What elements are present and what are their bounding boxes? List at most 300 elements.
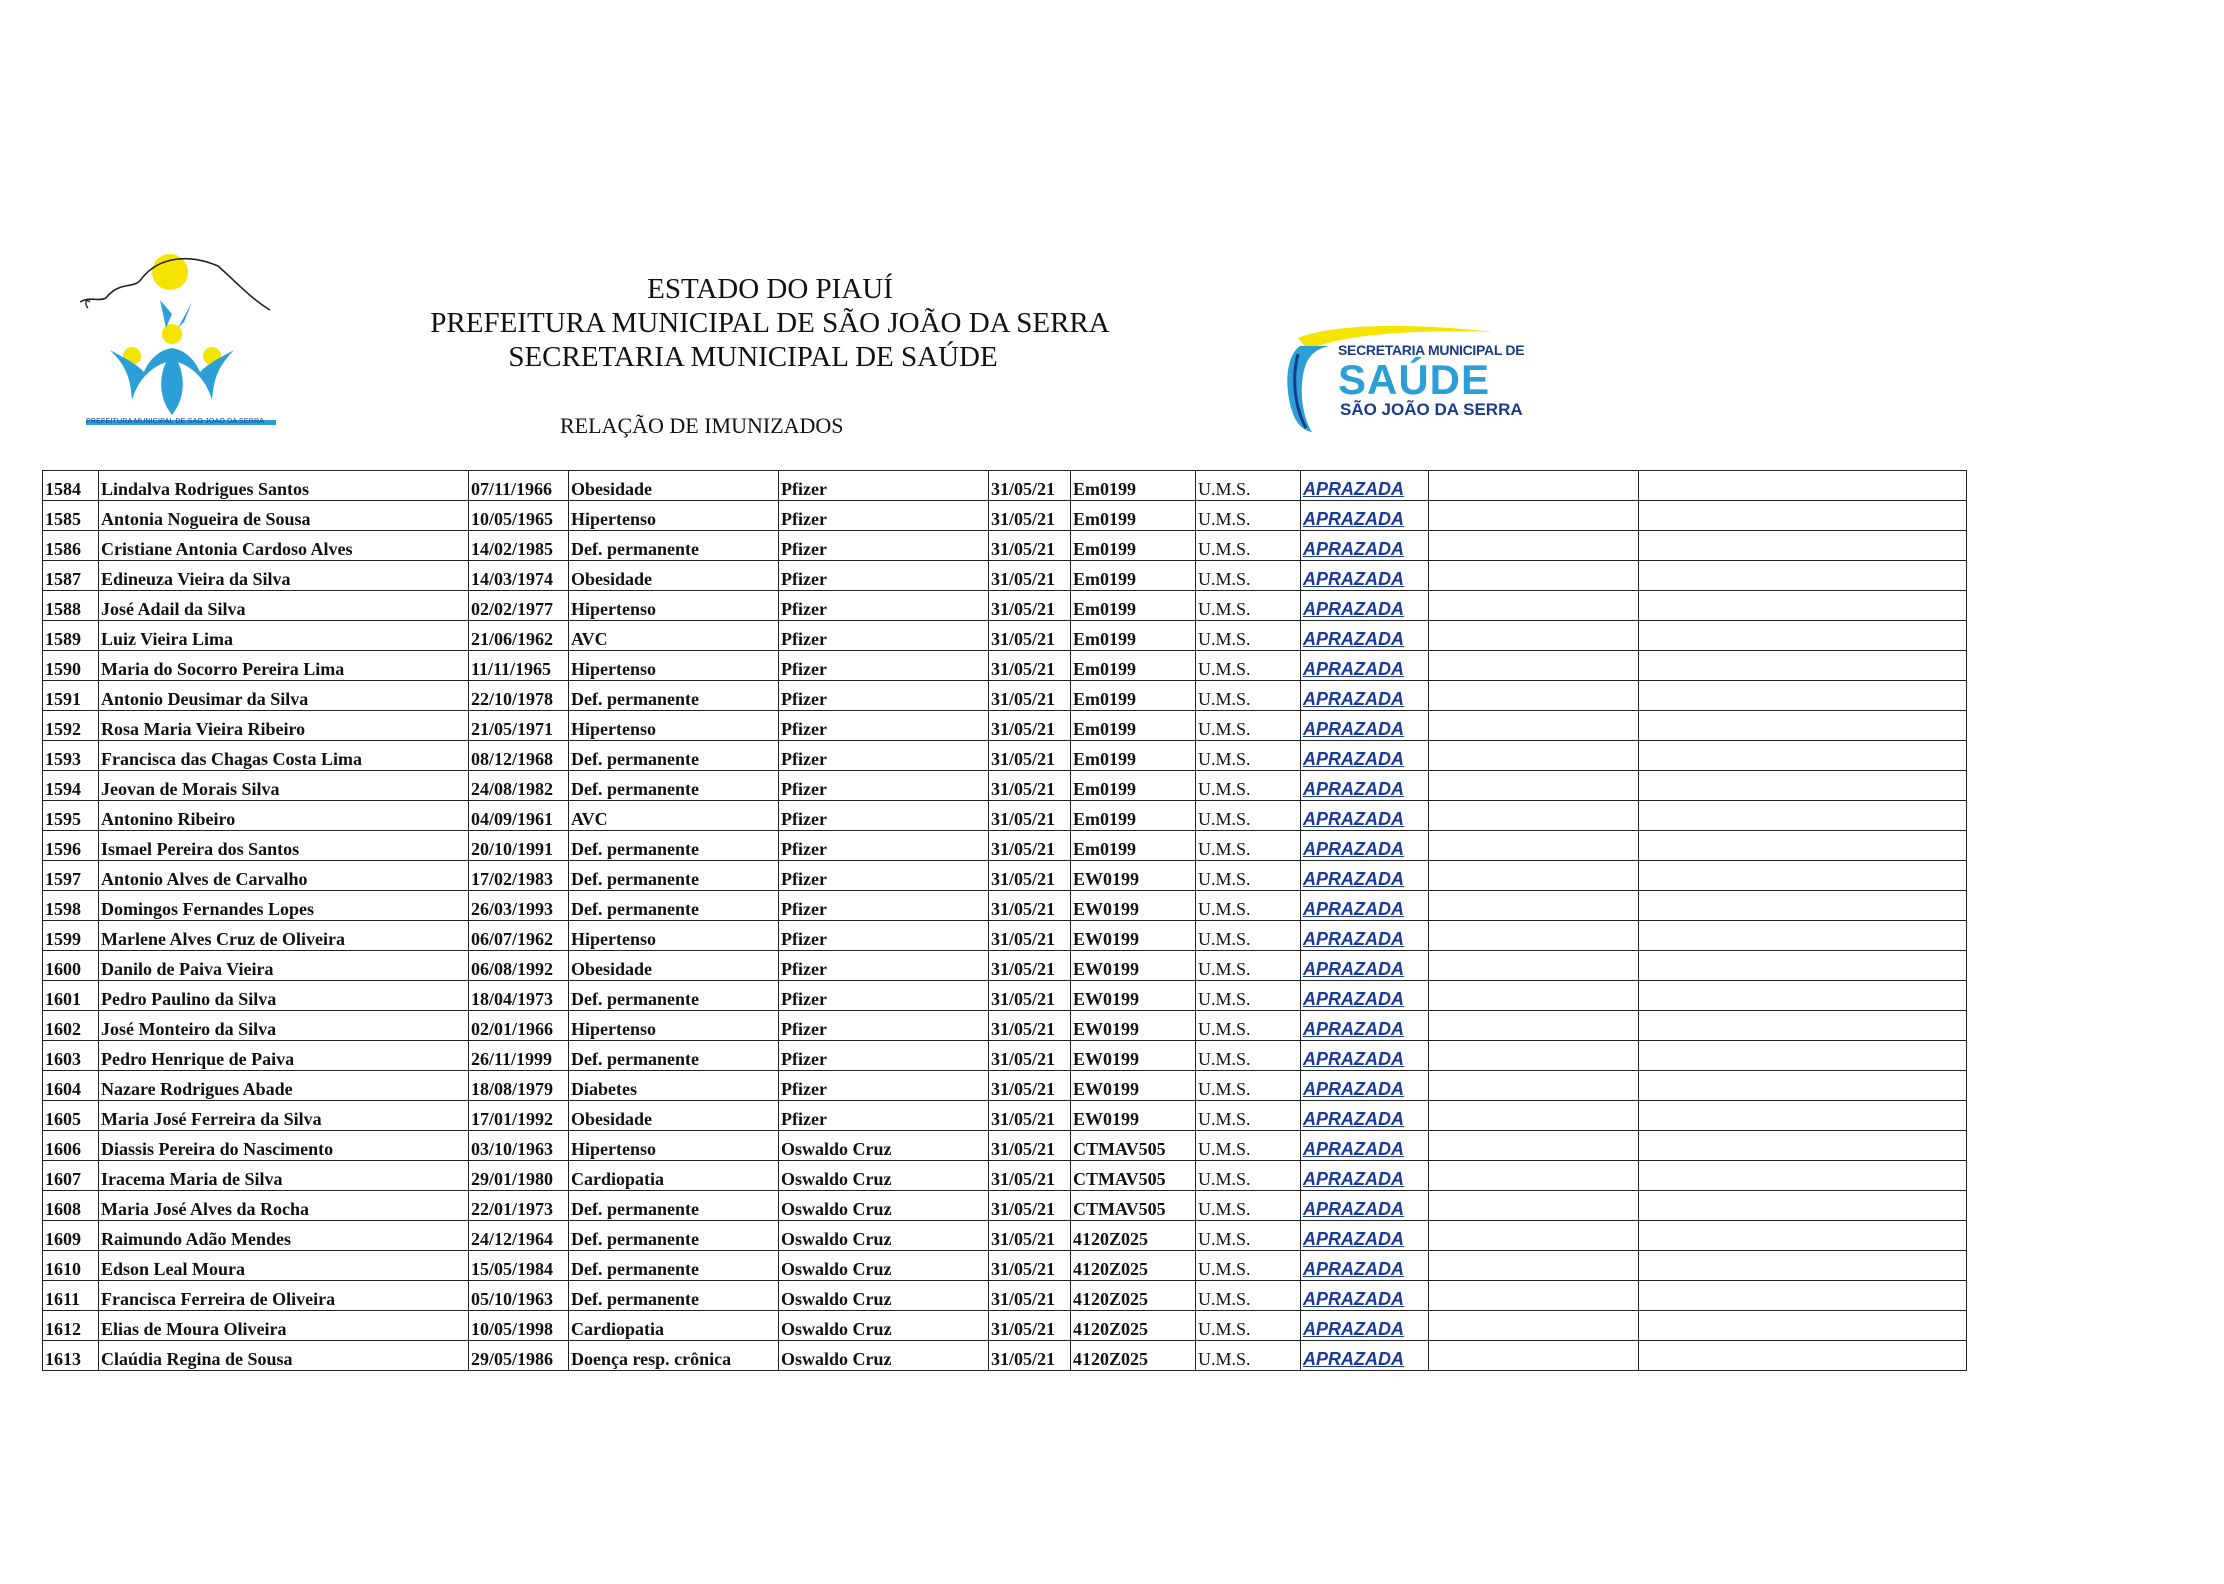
vaccination-date-cell: 31/05/21 — [989, 561, 1071, 591]
lot-cell: 4120Z025 — [1071, 1281, 1196, 1311]
condition-cell: Def. permanente — [569, 861, 779, 891]
row-number-cell: 1584 — [43, 471, 99, 501]
vaccine-cell: Pfizer — [779, 861, 989, 891]
empty-cell — [1639, 951, 1967, 981]
location-cell: U.M.S. — [1196, 891, 1301, 921]
vaccine-cell: Oswaldo Cruz — [779, 1341, 989, 1371]
empty-cell — [1429, 561, 1639, 591]
status-cell: APRAZADA — [1301, 531, 1429, 561]
condition-cell: Def. permanente — [569, 1281, 779, 1311]
location-cell: U.M.S. — [1196, 501, 1301, 531]
empty-cell — [1429, 1071, 1639, 1101]
row-number-cell: 1609 — [43, 1221, 99, 1251]
empty-cell — [1429, 831, 1639, 861]
condition-cell: Def. permanente — [569, 531, 779, 561]
row-number-cell: 1589 — [43, 621, 99, 651]
birthdate-cell: 22/10/1978 — [469, 681, 569, 711]
status-cell: APRAZADA — [1301, 1281, 1429, 1311]
lot-cell: Em0199 — [1071, 531, 1196, 561]
vaccine-cell: Pfizer — [779, 591, 989, 621]
location-cell: U.M.S. — [1196, 951, 1301, 981]
location-cell: U.M.S. — [1196, 801, 1301, 831]
empty-cell — [1429, 1101, 1639, 1131]
status-cell: APRAZADA — [1301, 591, 1429, 621]
state-title: ESTADO DO PIAUÍ — [647, 273, 893, 305]
row-number-cell: 1605 — [43, 1101, 99, 1131]
birthdate-cell: 06/08/1992 — [469, 951, 569, 981]
condition-cell: Def. permanente — [569, 1191, 779, 1221]
empty-cell — [1639, 831, 1967, 861]
empty-cell — [1639, 1011, 1967, 1041]
row-number-cell: 1604 — [43, 1071, 99, 1101]
condition-cell: Obesidade — [569, 471, 779, 501]
empty-cell — [1429, 1221, 1639, 1251]
vaccine-cell: Pfizer — [779, 531, 989, 561]
birthdate-cell: 08/12/1968 — [469, 741, 569, 771]
vaccination-date-cell: 31/05/21 — [989, 921, 1071, 951]
empty-cell — [1429, 1281, 1639, 1311]
status-cell: APRAZADA — [1301, 951, 1429, 981]
vaccine-cell: Pfizer — [779, 1011, 989, 1041]
status-cell: APRAZADA — [1301, 1131, 1429, 1161]
lot-cell: Em0199 — [1071, 741, 1196, 771]
name-cell: Antonio Deusimar da Silva — [99, 681, 469, 711]
vaccination-date-cell: 31/05/21 — [989, 981, 1071, 1011]
table-row — [43, 501, 1967, 531]
vaccine-cell: Pfizer — [779, 621, 989, 651]
document-header — [330, 272, 1210, 374]
name-cell: Maria José Alves da Rocha — [99, 1191, 469, 1221]
birthdate-cell: 05/10/1963 — [469, 1281, 569, 1311]
condition-cell: Diabetes — [569, 1071, 779, 1101]
vaccine-cell: Pfizer — [779, 801, 989, 831]
location-cell: U.M.S. — [1196, 1221, 1301, 1251]
condition-cell: Cardiopatia — [569, 1161, 779, 1191]
row-number-cell: 1595 — [43, 801, 99, 831]
empty-cell — [1639, 591, 1967, 621]
imunizados-table — [42, 470, 1967, 1371]
birthdate-cell: 02/01/1966 — [469, 1011, 569, 1041]
location-cell: U.M.S. — [1196, 861, 1301, 891]
name-cell: Maria José Ferreira da Silva — [99, 1101, 469, 1131]
row-number-cell: 1598 — [43, 891, 99, 921]
location-cell: U.M.S. — [1196, 1341, 1301, 1371]
row-number-cell: 1608 — [43, 1191, 99, 1221]
row-number-cell: 1599 — [43, 921, 99, 951]
prefeitura-logo-caption: PREFEITURA MUNICIPAL DE SÃO JOÃO DA SERRA — [86, 418, 265, 425]
vaccination-date-cell: 31/05/21 — [989, 591, 1071, 621]
status-cell: APRAZADA — [1301, 711, 1429, 741]
lot-cell: CTMAV505 — [1071, 1191, 1196, 1221]
lot-cell: EW0199 — [1071, 1041, 1196, 1071]
empty-cell — [1429, 711, 1639, 741]
status-cell: APRAZADA — [1301, 1041, 1429, 1071]
birthdate-cell: 18/08/1979 — [469, 1071, 569, 1101]
prefeitura-title: PREFEITURA MUNICIPAL DE SÃO JOÃO DA SERRA — [430, 307, 1110, 339]
row-number-cell: 1603 — [43, 1041, 99, 1071]
status-cell: APRAZADA — [1301, 771, 1429, 801]
empty-cell — [1639, 891, 1967, 921]
table-row — [43, 1131, 1967, 1161]
condition-cell: Hipertenso — [569, 1011, 779, 1041]
birthdate-cell: 26/03/1993 — [469, 891, 569, 921]
vaccination-date-cell: 31/05/21 — [989, 771, 1071, 801]
vaccine-cell: Pfizer — [779, 741, 989, 771]
status-cell: APRAZADA — [1301, 1221, 1429, 1251]
location-cell: U.M.S. — [1196, 831, 1301, 861]
empty-cell — [1639, 1281, 1967, 1311]
lot-cell: Em0199 — [1071, 681, 1196, 711]
name-cell: Iracema Maria de Silva — [99, 1161, 469, 1191]
condition-cell: Def. permanente — [569, 771, 779, 801]
status-cell: APRAZADA — [1301, 921, 1429, 951]
empty-cell — [1429, 1311, 1639, 1341]
secretaria-saude-logo — [1278, 316, 1525, 436]
name-cell: Antonino Ribeiro — [99, 801, 469, 831]
birthdate-cell: 21/05/1971 — [469, 711, 569, 741]
location-cell: U.M.S. — [1196, 1041, 1301, 1071]
name-cell: Raimundo Adão Mendes — [99, 1221, 469, 1251]
vaccine-cell: Pfizer — [779, 981, 989, 1011]
birthdate-cell: 03/10/1963 — [469, 1131, 569, 1161]
row-number-cell: 1597 — [43, 861, 99, 891]
vaccine-cell: Oswaldo Cruz — [779, 1191, 989, 1221]
name-cell: Elias de Moura Oliveira — [99, 1311, 469, 1341]
vaccination-date-cell: 31/05/21 — [989, 891, 1071, 921]
location-cell: U.M.S. — [1196, 711, 1301, 741]
row-number-cell: 1612 — [43, 1311, 99, 1341]
location-cell: U.M.S. — [1196, 921, 1301, 951]
birthdate-cell: 04/09/1961 — [469, 801, 569, 831]
status-cell: APRAZADA — [1301, 1251, 1429, 1281]
location-cell: U.M.S. — [1196, 1161, 1301, 1191]
location-cell: U.M.S. — [1196, 591, 1301, 621]
location-cell: U.M.S. — [1196, 1191, 1301, 1221]
empty-cell — [1429, 1011, 1639, 1041]
status-cell: APRAZADA — [1301, 681, 1429, 711]
location-cell: U.M.S. — [1196, 621, 1301, 651]
empty-cell — [1639, 1131, 1967, 1161]
table-row — [43, 1071, 1967, 1101]
lot-cell: 4120Z025 — [1071, 1251, 1196, 1281]
row-number-cell: 1594 — [43, 771, 99, 801]
lot-cell: EW0199 — [1071, 921, 1196, 951]
condition-cell: Def. permanente — [569, 1251, 779, 1281]
table-row — [43, 831, 1967, 861]
condition-cell: Obesidade — [569, 1101, 779, 1131]
condition-cell: Hipertenso — [569, 921, 779, 951]
table-row — [43, 921, 1967, 951]
row-number-cell: 1602 — [43, 1011, 99, 1041]
condition-cell: Hipertenso — [569, 1131, 779, 1161]
status-cell: APRAZADA — [1301, 1101, 1429, 1131]
condition-cell: Hipertenso — [569, 711, 779, 741]
table-body — [43, 471, 1967, 1371]
empty-cell — [1429, 951, 1639, 981]
condition-cell: Def. permanente — [569, 981, 779, 1011]
name-cell: Nazare Rodrigues Abade — [99, 1071, 469, 1101]
status-cell: APRAZADA — [1301, 891, 1429, 921]
table-row — [43, 891, 1967, 921]
vaccine-cell: Pfizer — [779, 501, 989, 531]
empty-cell — [1639, 651, 1967, 681]
location-cell: U.M.S. — [1196, 651, 1301, 681]
empty-cell — [1429, 981, 1639, 1011]
birthdate-cell: 17/01/1992 — [469, 1101, 569, 1131]
name-cell: Edineuza Vieira da Silva — [99, 561, 469, 591]
row-number-cell: 1611 — [43, 1281, 99, 1311]
row-number-cell: 1613 — [43, 1341, 99, 1371]
row-number-cell: 1596 — [43, 831, 99, 861]
vaccine-cell: Oswaldo Cruz — [779, 1221, 989, 1251]
vaccination-date-cell: 31/05/21 — [989, 1251, 1071, 1281]
vaccination-date-cell: 31/05/21 — [989, 1161, 1071, 1191]
row-number-cell: 1587 — [43, 561, 99, 591]
lot-cell: Em0199 — [1071, 651, 1196, 681]
lot-cell: CTMAV505 — [1071, 1161, 1196, 1191]
condition-cell: Def. permanente — [569, 891, 779, 921]
condition-cell: Def. permanente — [569, 1221, 779, 1251]
condition-cell: Hipertenso — [569, 501, 779, 531]
empty-cell — [1639, 1161, 1967, 1191]
lot-cell: Em0199 — [1071, 561, 1196, 591]
empty-cell — [1639, 561, 1967, 591]
vaccine-cell: Pfizer — [779, 951, 989, 981]
table-row — [43, 711, 1967, 741]
name-cell: Antonio Alves de Carvalho — [99, 861, 469, 891]
birthdate-cell: 10/05/1965 — [469, 501, 569, 531]
vaccination-date-cell: 31/05/21 — [989, 1101, 1071, 1131]
row-number-cell: 1592 — [43, 711, 99, 741]
birthdate-cell: 24/12/1964 — [469, 1221, 569, 1251]
table-row — [43, 1191, 1967, 1221]
status-cell: APRAZADA — [1301, 651, 1429, 681]
table-row — [43, 1311, 1967, 1341]
vaccination-date-cell: 31/05/21 — [989, 1071, 1071, 1101]
empty-cell — [1639, 1071, 1967, 1101]
lot-cell: EW0199 — [1071, 861, 1196, 891]
table-row — [43, 1251, 1967, 1281]
birthdate-cell: 26/11/1999 — [469, 1041, 569, 1071]
vaccine-cell: Pfizer — [779, 711, 989, 741]
condition-cell: Def. permanente — [569, 741, 779, 771]
vaccination-date-cell: 31/05/21 — [989, 861, 1071, 891]
name-cell: Domingos Fernandes Lopes — [99, 891, 469, 921]
location-cell: U.M.S. — [1196, 771, 1301, 801]
empty-cell — [1639, 981, 1967, 1011]
status-cell: APRAZADA — [1301, 1341, 1429, 1371]
condition-cell: Obesidade — [569, 561, 779, 591]
lot-cell: EW0199 — [1071, 1071, 1196, 1101]
lot-cell: Em0199 — [1071, 771, 1196, 801]
row-number-cell: 1585 — [43, 501, 99, 531]
vaccination-date-cell: 31/05/21 — [989, 471, 1071, 501]
birthdate-cell: 06/07/1962 — [469, 921, 569, 951]
table-row — [43, 1221, 1967, 1251]
name-cell: Antonia Nogueira de Sousa — [99, 501, 469, 531]
status-cell: APRAZADA — [1301, 1161, 1429, 1191]
empty-cell — [1639, 921, 1967, 951]
prefeitura-logo — [80, 250, 300, 440]
birthdate-cell: 22/01/1973 — [469, 1191, 569, 1221]
empty-cell — [1429, 801, 1639, 831]
status-cell: APRAZADA — [1301, 1011, 1429, 1041]
empty-cell — [1429, 771, 1639, 801]
lot-cell: Em0199 — [1071, 711, 1196, 741]
vaccination-date-cell: 31/05/21 — [989, 831, 1071, 861]
birthdate-cell: 14/02/1985 — [469, 531, 569, 561]
status-cell: APRAZADA — [1301, 1191, 1429, 1221]
empty-cell — [1639, 1251, 1967, 1281]
lot-cell: EW0199 — [1071, 1101, 1196, 1131]
status-cell: APRAZADA — [1301, 741, 1429, 771]
vaccine-cell: Pfizer — [779, 681, 989, 711]
empty-cell — [1429, 741, 1639, 771]
vaccination-date-cell: 31/05/21 — [989, 951, 1071, 981]
empty-cell — [1429, 1041, 1639, 1071]
table-row — [43, 1011, 1967, 1041]
condition-cell: Cardiopatia — [569, 1311, 779, 1341]
empty-cell — [1429, 651, 1639, 681]
empty-cell — [1639, 621, 1967, 651]
lot-cell: 4120Z025 — [1071, 1311, 1196, 1341]
table-row — [43, 561, 1967, 591]
table-row — [43, 801, 1967, 831]
location-cell: U.M.S. — [1196, 1071, 1301, 1101]
birthdate-cell: 20/10/1991 — [469, 831, 569, 861]
empty-cell — [1639, 1041, 1967, 1071]
name-cell: Claúdia Regina de Sousa — [99, 1341, 469, 1371]
vaccination-date-cell: 31/05/21 — [989, 1221, 1071, 1251]
secretaria-logo-line3: SÃO JOÃO DA SERRA — [1340, 400, 1523, 419]
empty-cell — [1639, 741, 1967, 771]
birthdate-cell: 14/03/1974 — [469, 561, 569, 591]
lot-cell: 4120Z025 — [1071, 1341, 1196, 1371]
name-cell: Rosa Maria Vieira Ribeiro — [99, 711, 469, 741]
vaccine-cell: Pfizer — [779, 1041, 989, 1071]
location-cell: U.M.S. — [1196, 1281, 1301, 1311]
condition-cell: Obesidade — [569, 951, 779, 981]
birthdate-cell: 15/05/1984 — [469, 1251, 569, 1281]
condition-cell: Doença resp. crônica — [569, 1341, 779, 1371]
empty-cell — [1429, 501, 1639, 531]
lot-cell: 4120Z025 — [1071, 1221, 1196, 1251]
status-cell: APRAZADA — [1301, 561, 1429, 591]
vaccination-date-cell: 31/05/21 — [989, 501, 1071, 531]
status-cell: APRAZADA — [1301, 981, 1429, 1011]
row-number-cell: 1588 — [43, 591, 99, 621]
name-cell: Danilo de Paiva Vieira — [99, 951, 469, 981]
vaccine-cell: Oswaldo Cruz — [779, 1161, 989, 1191]
vaccine-cell: Pfizer — [779, 471, 989, 501]
empty-cell — [1639, 861, 1967, 891]
vaccine-cell: Oswaldo Cruz — [779, 1131, 989, 1161]
birthdate-cell: 11/11/1965 — [469, 651, 569, 681]
vaccination-date-cell: 31/05/21 — [989, 1311, 1071, 1341]
table-row — [43, 471, 1967, 501]
lot-cell: Em0199 — [1071, 591, 1196, 621]
row-number-cell: 1601 — [43, 981, 99, 1011]
table-row — [43, 1341, 1967, 1371]
vaccination-date-cell: 31/05/21 — [989, 1041, 1071, 1071]
secretaria-title: SECRETARIA MUNICIPAL DE SAÚDE — [508, 341, 998, 373]
name-cell: Cristiane Antonia Cardoso Alves — [99, 531, 469, 561]
name-cell: Jeovan de Morais Silva — [99, 771, 469, 801]
location-cell: U.M.S. — [1196, 1251, 1301, 1281]
empty-cell — [1639, 681, 1967, 711]
empty-cell — [1429, 921, 1639, 951]
vaccination-date-cell: 31/05/21 — [989, 801, 1071, 831]
secretaria-logo-line2: SAÚDE — [1338, 356, 1491, 403]
birthdate-cell: 29/05/1986 — [469, 1341, 569, 1371]
name-cell: Ismael Pereira dos Santos — [99, 831, 469, 861]
condition-cell: AVC — [569, 621, 779, 651]
table-row — [43, 861, 1967, 891]
name-cell: Edson Leal Moura — [99, 1251, 469, 1281]
location-cell: U.M.S. — [1196, 471, 1301, 501]
empty-cell — [1639, 1221, 1967, 1251]
lot-cell: EW0199 — [1071, 951, 1196, 981]
empty-cell — [1429, 471, 1639, 501]
birthdate-cell: 10/05/1998 — [469, 1311, 569, 1341]
empty-cell — [1639, 471, 1967, 501]
vaccination-date-cell: 31/05/21 — [989, 1281, 1071, 1311]
vaccine-cell: Pfizer — [779, 651, 989, 681]
condition-cell: Def. permanente — [569, 681, 779, 711]
status-cell: APRAZADA — [1301, 861, 1429, 891]
table-row — [43, 1041, 1967, 1071]
status-cell: APRAZADA — [1301, 471, 1429, 501]
vaccine-cell: Pfizer — [779, 831, 989, 861]
status-cell: APRAZADA — [1301, 801, 1429, 831]
condition-cell: Hipertenso — [569, 651, 779, 681]
vaccine-cell: Pfizer — [779, 1071, 989, 1101]
location-cell: U.M.S. — [1196, 1311, 1301, 1341]
location-cell: U.M.S. — [1196, 741, 1301, 771]
location-cell: U.M.S. — [1196, 1101, 1301, 1131]
vaccine-cell: Pfizer — [779, 1101, 989, 1131]
lot-cell: Em0199 — [1071, 621, 1196, 651]
table-row — [43, 621, 1967, 651]
status-cell: APRAZADA — [1301, 831, 1429, 861]
vaccine-cell: Pfizer — [779, 561, 989, 591]
name-cell: Diassis Pereira do Nascimento — [99, 1131, 469, 1161]
condition-cell: AVC — [569, 801, 779, 831]
table-row — [43, 951, 1967, 981]
vaccination-date-cell: 31/05/21 — [989, 1011, 1071, 1041]
status-cell: APRAZADA — [1301, 621, 1429, 651]
empty-cell — [1639, 771, 1967, 801]
vaccination-date-cell: 31/05/21 — [989, 1191, 1071, 1221]
name-cell: Maria do Socorro Pereira Lima — [99, 651, 469, 681]
empty-cell — [1639, 501, 1967, 531]
empty-cell — [1639, 1341, 1967, 1371]
vaccine-cell: Pfizer — [779, 771, 989, 801]
name-cell: Francisca Ferreira de Oliveira — [99, 1281, 469, 1311]
name-cell: Francisca das Chagas Costa Lima — [99, 741, 469, 771]
empty-cell — [1429, 891, 1639, 921]
vaccination-date-cell: 31/05/21 — [989, 1341, 1071, 1371]
name-cell: Luiz Vieira Lima — [99, 621, 469, 651]
vaccine-cell: Pfizer — [779, 891, 989, 921]
lot-cell: Em0199 — [1071, 501, 1196, 531]
row-number-cell: 1593 — [43, 741, 99, 771]
table-row — [43, 1161, 1967, 1191]
empty-cell — [1429, 861, 1639, 891]
lot-cell: EW0199 — [1071, 1011, 1196, 1041]
row-number-cell: 1600 — [43, 951, 99, 981]
empty-cell — [1429, 1251, 1639, 1281]
